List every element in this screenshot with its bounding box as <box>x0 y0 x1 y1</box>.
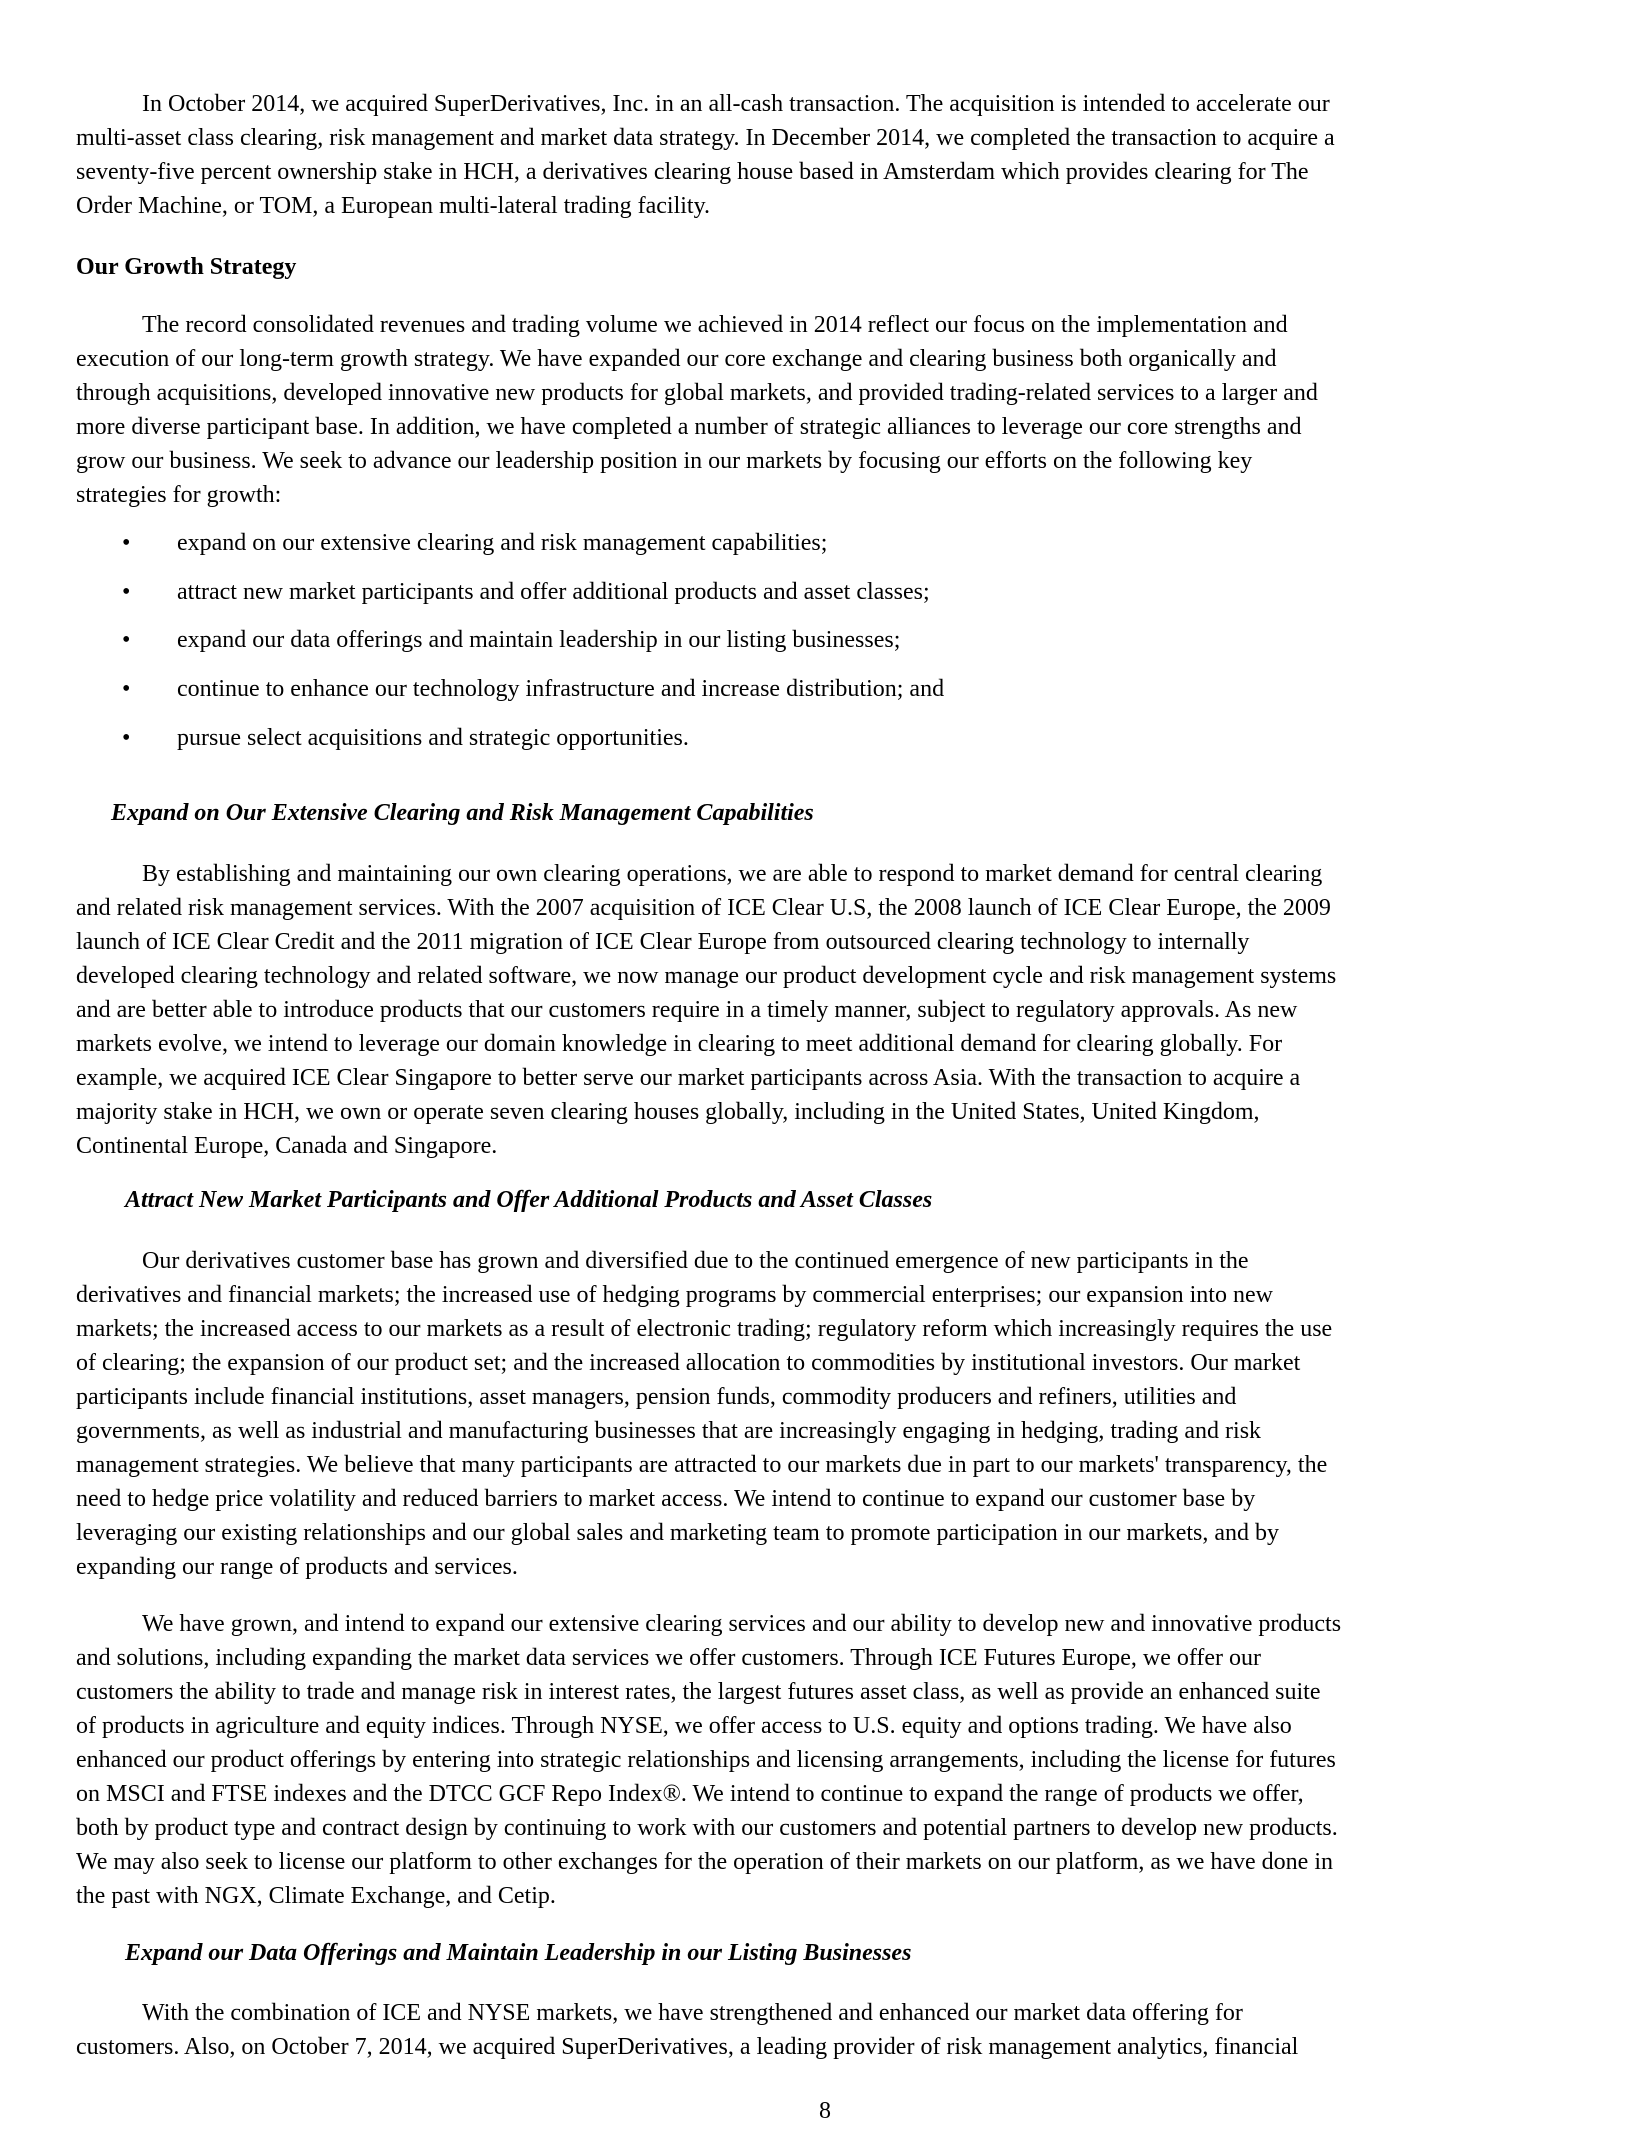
text-line: markets; the increased access to our markets as a result of electronic trading; regulatory reform which increasingly requires the use <box>76 1316 1333 1342</box>
text-line: more diverse participant base. In addition, we have completed a number of strategic alliances to leverage our core strengths and <box>76 414 1302 440</box>
text-line: of products in agriculture and equity indices. Through NYSE, we offer access to U.S. equity and options trading. We have also <box>76 1713 1292 1739</box>
subheading-clearing: Expand on Our Extensive Clearing and Risk Management Capabilities <box>111 800 814 826</box>
text-line: We may also seek to license our platform to other exchanges for the operation of their markets on our platform, as we have done in <box>76 1849 1333 1875</box>
text-line: governments, as well as industrial and manufacturing businesses that are increasingly engaging in hedging, trading and risk <box>76 1418 1262 1444</box>
paragraph-acquisitions <box>76 87 1576 223</box>
bullet-icon: • <box>122 530 131 556</box>
text-line: developed clearing technology and related software, we now manage our product development cycle and risk management systems <box>76 963 1337 989</box>
text-line: need to hedge price volatility and reduced barriers to market access. We intend to continue to expand our customer base by <box>76 1486 1256 1512</box>
text-line: seventy-five percent ownership stake in HCH, a derivatives clearing house based in Amsterdam which provides clearing for The <box>76 159 1309 185</box>
paragraph-growth-strategy <box>76 308 1576 512</box>
text-line: derivatives and financial markets; the increased use of hedging programs by commercial enterprises; our expansion into new <box>76 1282 1273 1308</box>
text-line: customers the ability to trade and manage risk in interest rates, the largest futures asset class, as well as provide an enhanced suite <box>76 1679 1321 1705</box>
text-line: launch of ICE Clear Credit and the 2011 migration of ICE Clear Europe from outsourced clearing technology to internally <box>76 929 1250 955</box>
bullet-icon: • <box>122 676 131 702</box>
text-line: and are better able to introduce products that our customers require in a timely manner, subject to regulatory approvals. As new <box>76 997 1298 1023</box>
text-line: With the combination of ICE and NYSE markets, we have strengthened and enhanced our market data offering for <box>142 2000 1243 2026</box>
text-line: management strategies. We believe that many participants are attracted to our markets due in part to our markets' transparency, the <box>76 1452 1328 1478</box>
text-line: example, we acquired ICE Clear Singapore to better serve our market participants across Asia. With the transaction to acquire a <box>76 1065 1301 1091</box>
subheading-data-offerings: Expand our Data Offerings and Maintain Leadership in our Listing Businesses <box>125 1940 912 1966</box>
text-line: Continental Europe, Canada and Singapore. <box>76 1133 498 1159</box>
text-line: The record consolidated revenues and trading volume we achieved in 2014 reflect our focus on the implementation and <box>142 312 1288 338</box>
text-line: Our derivatives customer base has grown and diversified due to the continued emergence of new participants in the <box>142 1248 1249 1274</box>
bullet-icon: • <box>122 725 131 751</box>
text-line: In October 2014, we acquired SuperDerivatives, Inc. in an all-cash transaction. The acquisition is intended to accelerate our <box>142 91 1330 117</box>
paragraph-participants <box>76 1244 1576 1584</box>
text-line: strategies for growth: <box>76 482 282 508</box>
text-line: the past with NGX, Climate Exchange, and Cetip. <box>76 1883 556 1909</box>
section-heading-growth-strategy: Our Growth Strategy <box>76 254 297 280</box>
paragraph-data-offerings <box>76 1996 1576 2064</box>
text-line: expanding our range of products and services. <box>76 1554 518 1580</box>
text-line: both by product type and contract design by continuing to work with our customers and potential partners to develop new products. <box>76 1815 1338 1841</box>
text-line: majority stake in HCH, we own or operate seven clearing houses globally, including in the United States, United Kingdom, <box>76 1099 1260 1125</box>
text-line: markets evolve, we intend to leverage our domain knowledge in clearing to meet additional demand for clearing globally. For <box>76 1031 1283 1057</box>
text-line: multi-asset class clearing, risk management and market data strategy. In December 2014, we completed the transaction to acquire a <box>76 125 1335 151</box>
text-line: through acquisitions, developed innovative new products for global markets, and provided trading-related services to a larger and <box>76 380 1318 406</box>
subheading-participants: Attract New Market Participants and Offer Additional Products and Asset Classes <box>125 1187 933 1213</box>
bullet-icon: • <box>122 579 131 605</box>
text-line: and related risk management services. With the 2007 acquisition of ICE Clear U.S, the 2008 launch of ICE Clear Europe, the 2009 <box>76 895 1331 921</box>
text-line: Order Machine, or TOM, a European multi-lateral trading facility. <box>76 193 711 219</box>
text-line: leveraging our existing relationships and our global sales and marketing team to promote participation in our markets, and by <box>76 1520 1280 1546</box>
text-line: and solutions, including expanding the market data services we offer customers. Through ICE Futures Europe, we offer our <box>76 1645 1262 1671</box>
text-line: enhanced our product offerings by entering into strategic relationships and licensing arrangements, including the license for futures <box>76 1747 1336 1773</box>
text-line: on MSCI and FTSE indexes and the DTCC GCF Repo Index®. We intend to continue to expand the range of products we offer, <box>76 1781 1304 1807</box>
text-line: grow our business. We seek to advance our leadership position in our markets by focusing our efforts on the following key <box>76 448 1253 474</box>
page-number: 8 <box>819 2098 831 2124</box>
text-line: We have grown, and intend to expand our extensive clearing services and our ability to develop new and innovative products <box>142 1611 1342 1637</box>
paragraph-products <box>76 1607 1576 1913</box>
text-line: participants include financial institutions, asset managers, pension funds, commodity producers and refiners, utilities and <box>76 1384 1237 1410</box>
paragraph-clearing <box>76 857 1576 1163</box>
text-line: execution of our long-term growth strategy. We have expanded our core exchange and clearing business both organically and <box>76 346 1277 372</box>
text-line: customers. Also, on October 7, 2014, we acquired SuperDerivatives, a leading provider of risk management analytics, financial <box>76 2034 1299 2060</box>
bullet-icon: • <box>122 627 131 653</box>
text-line: of clearing; the expansion of our product set; and the increased allocation to commodities by institutional investors. Our market <box>76 1350 1301 1376</box>
text-line: By establishing and maintaining our own clearing operations, we are able to respond to market demand for central clearing <box>142 861 1323 887</box>
